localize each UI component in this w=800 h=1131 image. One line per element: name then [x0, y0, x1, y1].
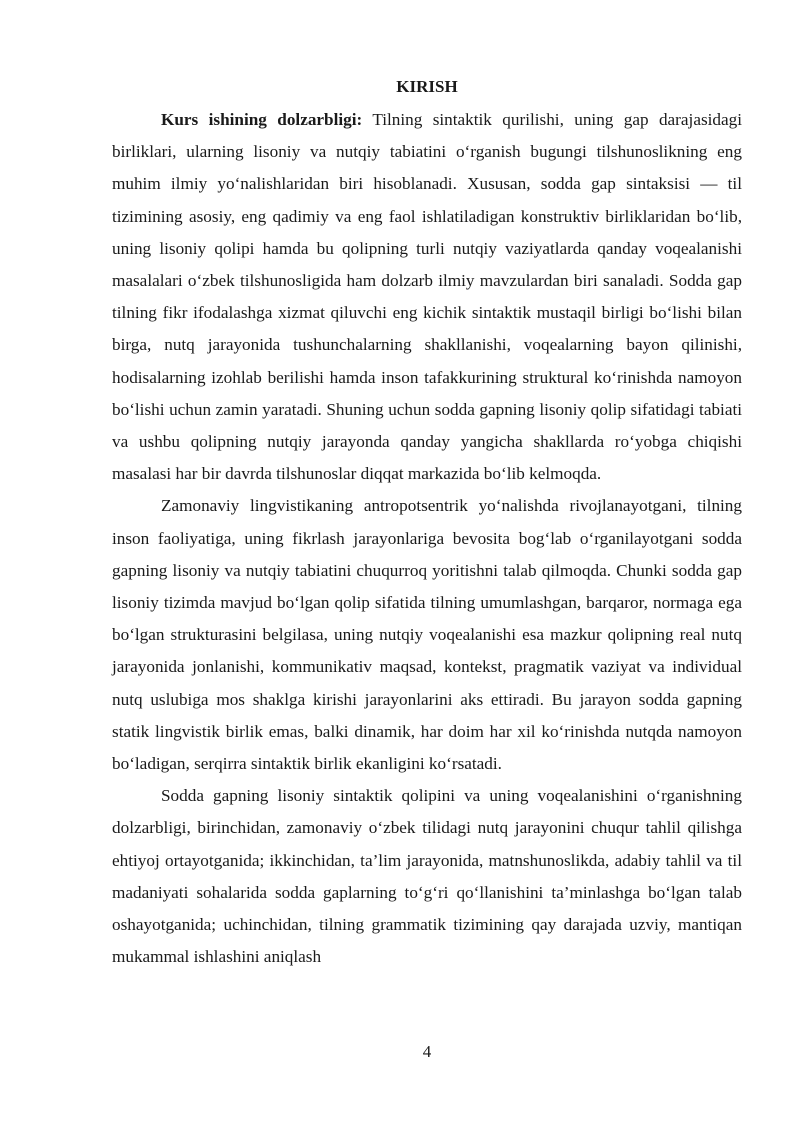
paragraph-simple-sentence: Sodda gapning lisoniy sintaktik qolipini va uning voqealanishini o‘rganishning dolzarbligi, birinchidan, zamonaviy o‘zbek tilidagi nutq jarayonini chuqur tahlil qilishga ehtiyoj ortayotganida; ikkinchidan, ta’lim jarayonida, matnshunoslikda, adabiy tahlil va til madaniyati sohalarida sodda gaplarning to‘g‘ri qo‘llanishini ta’minlashga bo‘lgan talab oshayotganida; uchinchidan, tilning grammatik tizimining qay darajada uzviy, mantiqan mukammal ishlashini aniqlash [112, 786, 742, 967]
section-heading: KIRISH [396, 77, 458, 96]
paragraph-relevance [112, 104, 742, 490]
paragraph-linguistics: Zamonaviy lingvistikaning antropotsentrik yo‘nalishda rivojlanayotgani, tilning inson faoliyatiga, uning fikrlash jarayonlariga bevosita bog‘lab o‘rganilayotgani sodda gapning lisoniy va nutqiy tabiatini chuqurroq yoritishni talab qilmoqda. Chunki sodda gap lisoniy tizimda mavjud bo‘lgan qolip sifatida tilning umumlashgan, barqaror, normaga ega bo‘lgan strukturasini belgilasa, uning nutqiy voqealanishi esa mazkur qolipning real nutq jarayonida jonlanishi, kommunikativ maqsad, kontekst, pragmatik vaziyat va individual nutq uslubiga mos shaklga kirishi jarayonlarini aks ettiradi. Bu jarayon sodda gapning statik lingvistik birlik emas, balki dinamik, har doim har xil ko‘rinishda nutqda namoyon bo‘ladigan, serqirra sintaktik birlik ekanligini ko‘rsatadi. [112, 496, 742, 774]
paragraph-lead: Kurs ishining dolzarbligi: [161, 110, 363, 129]
page-number: 4 [422, 1042, 432, 1061]
paragraph-text: Tilning sintaktik qurilishi, uning gap darajasidagi birliklari, ularning lisoniy va nutqiy tabiatini o‘rganish bugungi tilshunoslikning eng muhim ilmiy yo‘nalishlaridan biri hisoblanadi. Xususan, sodda gap sintaksisi — til tizimining asosiy, eng qadimiy va eng faol ishlatiladigan konstruktiv birliklaridan bo‘lib, uning lisoniy qolipi hamda bu qolipning turli nutqiy vaziyatlarda qanday voqealanishi masalalari o‘zbek tilshunosligida ham dolzarb ilmiy mavzulardan biri sanaladi. Sodda gap tilning fikr ifodalashga xizmat qiluvchi eng kichik sintaktik mustaqil birligi bo‘lishi bilan birga, nutq jarayonida tushunchalarning shakllanishi, voqealarning bayon qilinishi, hodisalarning izohlab berilishi hamda inson tafakkurining struktural ko‘rinishda namoyon bo‘lishi uchun zamin yaratadi. Shuning uchun sodda gapning lisoniy qolip sifatidagi tabiati va ushbu qolipning nutqiy jarayonda qanday yangicha shakllarda ro‘yobga chiqishi masalasi har bir davrda tilshunoslar diqqat markazida bo‘lib kelmoqda. [112, 110, 742, 484]
body-text [112, 104, 742, 973]
